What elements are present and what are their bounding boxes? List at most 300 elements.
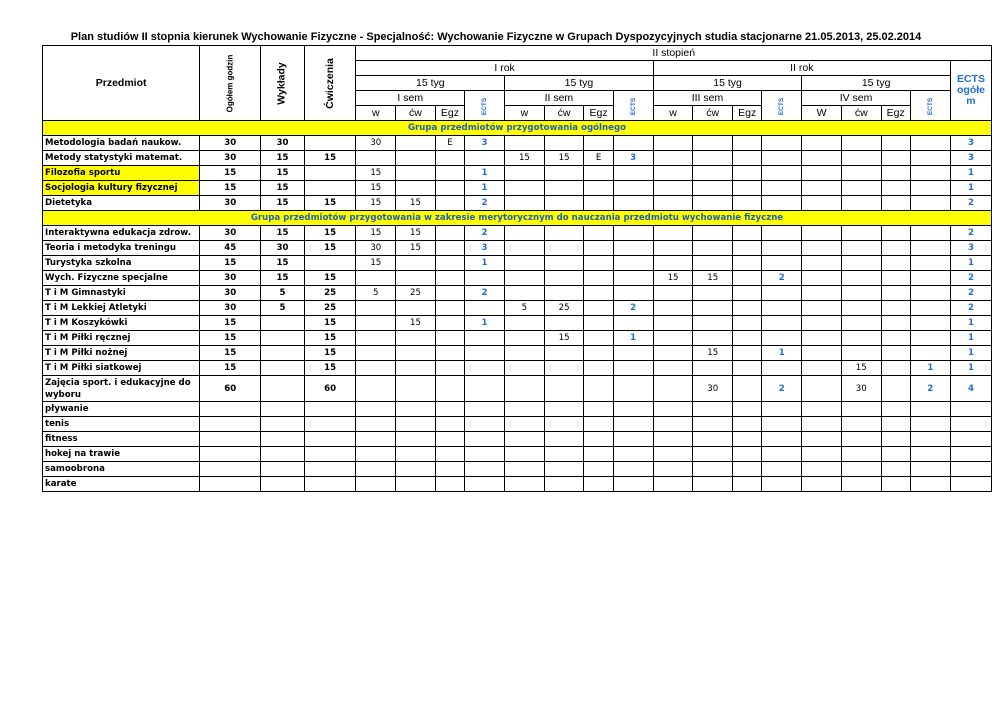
hours-cell [693,447,733,462]
hours-cell [544,417,584,432]
ects-cell [464,361,504,376]
hours-cell [802,402,842,417]
hours-cell [802,477,842,492]
hours-cell [356,376,396,402]
hours-cell [733,166,762,181]
ects-cell [613,447,653,462]
hours-cell [584,241,613,256]
hours-cell: 15 [261,271,304,286]
hours-cell: 15 [396,316,436,331]
hours-cell: 30 [200,301,261,316]
hours-cell: 15 [200,181,261,196]
ects-total-cell: 1 [950,166,991,181]
hours-cell [802,432,842,447]
hours-cell [802,462,842,477]
hours-cell [802,151,842,166]
subject-name: tenis [43,417,200,432]
group-header-row [43,121,992,136]
hours-cell [881,301,910,316]
hours-cell [841,196,881,211]
hours-cell [396,402,436,417]
hours-cell [435,361,464,376]
ects-cell [910,447,950,462]
subject-row [43,166,992,181]
ects-cell [464,462,504,477]
hours-cell [584,376,613,402]
ects-cell [613,181,653,196]
hours-cell: 25 [544,301,584,316]
hours-cell [396,462,436,477]
hours-cell [544,432,584,447]
hours-cell: 15 [304,226,356,241]
hours-cell [544,166,584,181]
ects-total-cell [950,417,991,432]
ects-total-cell: 1 [950,316,991,331]
hours-cell [544,271,584,286]
hours-cell [693,241,733,256]
hours-cell [841,346,881,361]
hours-cell [200,462,261,477]
ects-cell [613,271,653,286]
hours-cell [841,181,881,196]
header-sem-3: III sem [653,91,762,106]
hours-cell [584,316,613,331]
subject-name: T i M Piłki siatkowej [43,361,200,376]
hours-cell: 30 [356,241,396,256]
ects-cell [910,196,950,211]
hours-cell [584,432,613,447]
hours-cell: E [584,151,613,166]
hours-cell [584,447,613,462]
subject-name: T i M Piłki nożnej [43,346,200,361]
hours-cell [505,447,545,462]
ects-cell: 3 [464,241,504,256]
hours-cell [693,361,733,376]
hours-cell [435,432,464,447]
hours-cell: 5 [261,301,304,316]
subject-name: Turystyka szkolna [43,256,200,271]
ects-cell [910,166,950,181]
hours-cell: 30 [841,376,881,402]
hours-cell [802,181,842,196]
hours-cell [653,151,693,166]
ects-total-cell [950,462,991,477]
hours-cell [841,256,881,271]
ects-cell [910,271,950,286]
subject-name: T i M Piłki ręcznej [43,331,200,346]
hours-cell [733,196,762,211]
hours-cell [881,346,910,361]
hours-cell [304,402,356,417]
hours-cell [435,402,464,417]
ects-total-cell: 4 [950,376,991,402]
hours-cell [653,181,693,196]
hours-cell [584,477,613,492]
hours-cell: 30 [200,271,261,286]
hours-cell [505,432,545,447]
ects-cell [762,166,802,181]
hours-cell [653,376,693,402]
ects-cell [910,346,950,361]
ects-cell [613,346,653,361]
ects-cell [762,361,802,376]
hours-cell [733,417,762,432]
hours-cell [733,241,762,256]
ects-cell [762,226,802,241]
hours-cell [200,417,261,432]
hours-cell [733,402,762,417]
hours-cell [261,331,304,346]
hours-cell [653,361,693,376]
hours-cell [841,286,881,301]
hours-cell [693,286,733,301]
hours-cell [881,151,910,166]
hours-cell [356,301,396,316]
ects-cell [910,241,950,256]
hours-cell [584,402,613,417]
header-egz-1: Egz [435,106,464,121]
hours-cell [261,376,304,402]
hours-cell [653,136,693,151]
ects-cell [762,402,802,417]
hours-cell [396,346,436,361]
header-egz-4: Egz [881,106,910,121]
hours-cell [304,462,356,477]
hours-cell: 15 [693,346,733,361]
hours-cell: 15 [544,151,584,166]
header-cw-2: ćw [544,106,584,121]
ects-cell [762,286,802,301]
hours-cell [653,196,693,211]
hours-cell [733,346,762,361]
header-rok-2: II rok [653,61,950,76]
ects-cell [910,402,950,417]
hours-cell [544,136,584,151]
hours-cell [802,196,842,211]
hours-cell [881,226,910,241]
header-tyg-3: 15 tyg [653,76,802,91]
ects-cell: 3 [613,151,653,166]
hours-cell [396,447,436,462]
hours-cell [261,447,304,462]
hours-cell: 45 [200,241,261,256]
subject-row [43,432,992,447]
hours-cell: E [435,136,464,151]
header-w-1: w [356,106,396,121]
ects-cell: 1 [464,316,504,331]
hours-cell [435,376,464,402]
ects-cell [910,181,950,196]
hours-cell [584,417,613,432]
hours-cell [693,331,733,346]
hours-cell [653,417,693,432]
hours-cell [584,462,613,477]
hours-cell: 15 [200,316,261,331]
hours-cell: 15 [304,361,356,376]
hours-cell [261,432,304,447]
subject-row [43,402,992,417]
hours-cell: 5 [261,286,304,301]
hours-cell [435,417,464,432]
hours-cell [435,166,464,181]
header-rok-1: I rok [356,61,653,76]
hours-cell [304,136,356,151]
ects-cell [613,376,653,402]
hours-cell [693,166,733,181]
hours-cell: 15 [261,151,304,166]
hours-cell [584,331,613,346]
subject-name: T i M Koszykówki [43,316,200,331]
ects-cell [910,432,950,447]
hours-cell [653,301,693,316]
subject-row [43,256,992,271]
ects-cell [613,402,653,417]
hours-cell [653,402,693,417]
hours-cell [435,331,464,346]
ects-cell [613,286,653,301]
subject-name: Metody statystyki matemat. [43,151,200,166]
header-w-2: w [505,106,545,121]
ects-total-cell: 3 [950,136,991,151]
hours-cell [435,256,464,271]
hours-cell [881,417,910,432]
ects-total-cell: 3 [950,241,991,256]
hours-cell: 15 [356,196,396,211]
hours-cell [396,136,436,151]
hours-cell: 25 [304,301,356,316]
ects-total-cell: 1 [950,181,991,196]
ects-total-cell: 3 [950,151,991,166]
subject-row [43,181,992,196]
ects-cell [464,417,504,432]
ects-cell [464,477,504,492]
hours-cell [505,196,545,211]
subject-row [43,346,992,361]
hours-cell [693,417,733,432]
hours-cell [356,462,396,477]
header-cw-3: ćw [693,106,733,121]
ects-cell [613,477,653,492]
hours-cell [733,432,762,447]
subject-row [43,226,992,241]
hours-cell: 15 [304,271,356,286]
hours-cell [693,402,733,417]
hours-cell [841,241,881,256]
hours-cell [881,361,910,376]
subject-name: Filozofia sportu [43,166,200,181]
hours-cell [396,432,436,447]
hours-cell [505,331,545,346]
subject-row [43,361,992,376]
hours-cell [544,256,584,271]
hours-cell [435,271,464,286]
hours-cell [584,301,613,316]
hours-cell [435,346,464,361]
ects-cell [464,331,504,346]
hours-cell [304,447,356,462]
hours-cell [733,301,762,316]
ects-cell [464,346,504,361]
hours-cell [356,402,396,417]
ects-cell [762,241,802,256]
hours-cell [544,361,584,376]
ects-cell [613,256,653,271]
hours-cell [356,447,396,462]
hours-cell [304,432,356,447]
hours-cell: 30 [356,136,396,151]
hours-cell: 15 [356,226,396,241]
hours-cell [505,136,545,151]
subject-row [43,477,992,492]
hours-cell [693,477,733,492]
hours-cell [200,447,261,462]
hours-cell [544,402,584,417]
ects-total-cell: 1 [950,331,991,346]
ects-total-cell: 2 [950,301,991,316]
hours-cell [396,181,436,196]
hours-cell [733,151,762,166]
header-sem-2: II sem [505,91,614,106]
subject-row [43,316,992,331]
hours-cell [881,196,910,211]
hours-cell: 15 [200,331,261,346]
ects-cell [910,286,950,301]
hours-cell: 15 [200,256,261,271]
hours-cell [396,256,436,271]
hours-cell [396,166,436,181]
hours-cell [693,462,733,477]
hours-cell [356,316,396,331]
ects-cell [464,447,504,462]
subject-row [43,241,992,256]
hours-cell [435,286,464,301]
ects-cell [910,462,950,477]
header-stopien: II stopień [356,46,992,61]
hours-cell [396,331,436,346]
hours-cell [802,346,842,361]
ects-cell: 2 [464,196,504,211]
hours-cell [653,286,693,301]
hours-cell [200,432,261,447]
hours-cell [200,477,261,492]
hours-cell: 15 [396,241,436,256]
group-title: Grupa przedmiotów przygotowania w zakresie merytorycznym do nauczania przedmiotu wychowanie fizyczne [43,211,992,226]
subject-row [43,151,992,166]
ects-cell [464,301,504,316]
subject-row [43,331,992,346]
hours-cell [505,376,545,402]
hours-cell [841,331,881,346]
hours-cell: 60 [200,376,261,402]
subject-row [43,447,992,462]
hours-cell [396,361,436,376]
header-w-4: W [802,106,842,121]
hours-cell [802,417,842,432]
ects-cell: 1 [613,331,653,346]
ects-cell [613,432,653,447]
ects-cell [762,136,802,151]
ects-cell [464,402,504,417]
header-sem-1: I sem [356,91,465,106]
hours-cell [653,241,693,256]
hours-cell [693,316,733,331]
hours-cell [693,432,733,447]
hours-cell [304,477,356,492]
hours-cell [653,331,693,346]
hours-cell: 15 [356,256,396,271]
hours-cell [653,432,693,447]
hours-cell: 15 [304,151,356,166]
ects-cell [613,361,653,376]
hours-cell [584,256,613,271]
ects-cell [613,196,653,211]
hours-cell [802,361,842,376]
hours-cell: 30 [200,151,261,166]
hours-cell [584,226,613,241]
hours-cell [435,151,464,166]
hours-cell: 15 [261,226,304,241]
hours-cell: 30 [200,196,261,211]
ects-cell: 3 [464,136,504,151]
ects-cell [762,417,802,432]
hours-cell: 15 [200,361,261,376]
subject-name: Dietetyka [43,196,200,211]
ects-cell [762,196,802,211]
hours-cell: 15 [653,271,693,286]
hours-cell: 30 [261,241,304,256]
hours-cell [356,432,396,447]
ects-total-cell: 2 [950,271,991,286]
hours-cell [841,447,881,462]
hours-cell [435,301,464,316]
subject-name: Zajęcia sport. i edukacyjne do wyboru [43,376,200,402]
ects-cell [613,417,653,432]
hours-cell [653,256,693,271]
hours-cell [881,181,910,196]
hours-cell [304,166,356,181]
hours-cell [733,226,762,241]
subject-row [43,417,992,432]
hours-cell [261,346,304,361]
ects-cell: 1 [910,361,950,376]
hours-cell: 5 [356,286,396,301]
ects-cell [464,271,504,286]
ects-cell [762,181,802,196]
page-title: Plan studiów II stopnia kierunek Wychowanie Fizyczne - Specjalność: Wychowanie Fizyczne w Grupach Dyspozycyjnych studia stacjonarne 21.05.2013, 25.02.2014 [70,31,922,43]
header-ects-sem-1: ECTS [464,91,504,121]
subject-name: karate [43,477,200,492]
hours-cell [841,166,881,181]
hours-cell [881,256,910,271]
ects-cell: 1 [464,181,504,196]
hours-cell [802,166,842,181]
ects-cell [910,331,950,346]
hours-cell [802,271,842,286]
hours-cell [802,447,842,462]
hours-cell [733,376,762,402]
hours-cell [584,196,613,211]
subject-row [43,196,992,211]
hours-cell [505,226,545,241]
hours-cell [584,271,613,286]
ects-cell [762,462,802,477]
header-egz-2: Egz [584,106,613,121]
hours-cell [261,417,304,432]
ects-cell: 2 [464,226,504,241]
hours-cell [802,226,842,241]
hours-cell: 15 [304,346,356,361]
header-w-3: w [653,106,693,121]
